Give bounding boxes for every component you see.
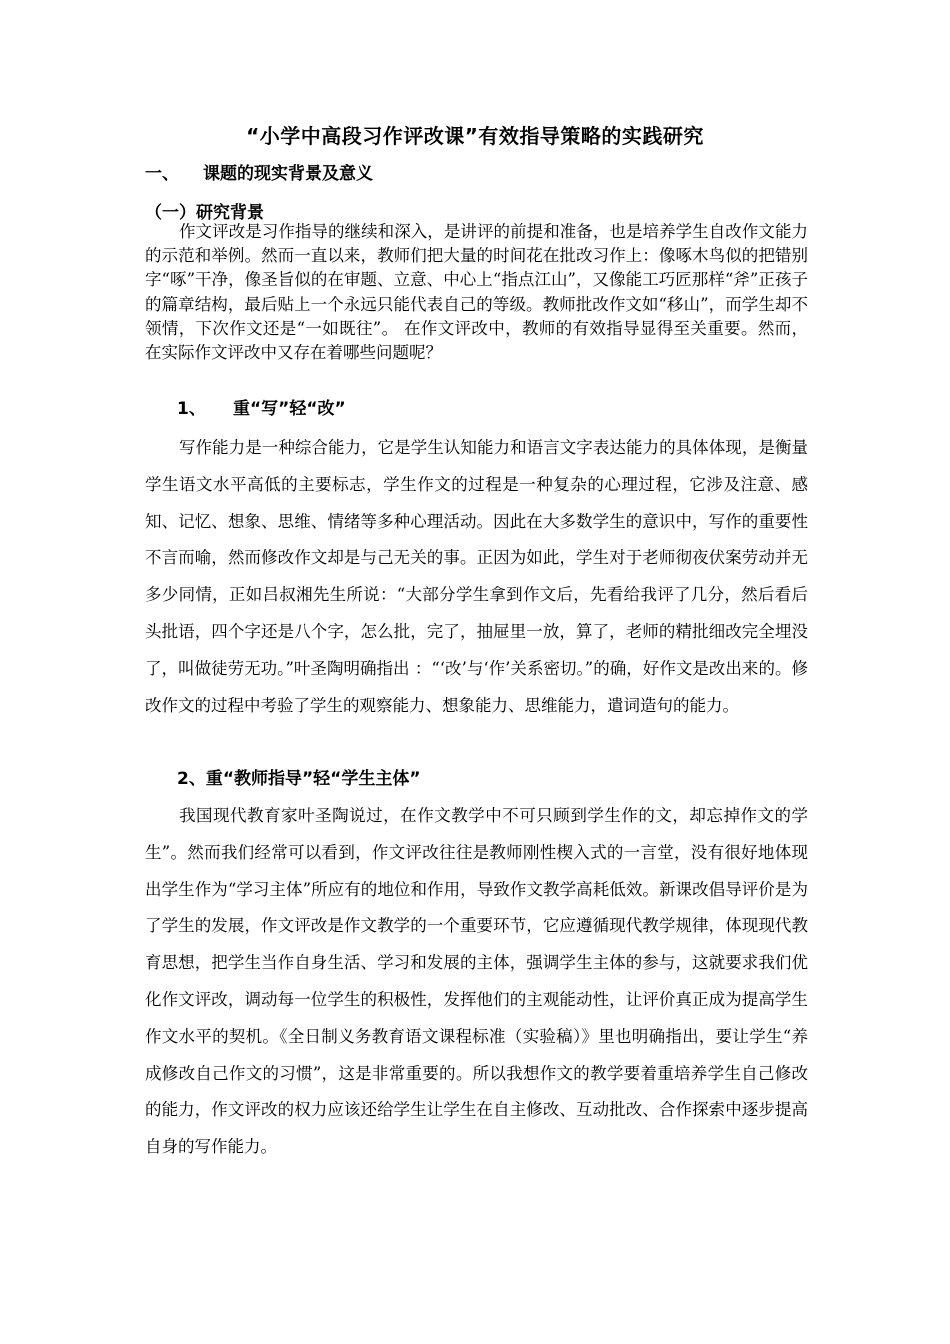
section-label: 课题的现实背景及意义 (203, 164, 373, 184)
document-title: “小学中高段习作评改课”有效指导策略的实践研究 (246, 124, 704, 148)
section-heading (145, 161, 373, 187)
intro-paragraph: 作文评改是习作指导的继续和深入，是讲评的前提和准备，也是培养学生自改作文能力的示范和举例。然而一直以来，教师们把大量的时间花在批改习作上：像啄木鸟似的把错别字“啄”干净，像圣旨似的在审题、立意、中心上“指点江山”，又像能工巧匠那样“斧”正孩子的篇章结构，最后贴上一个永远只能代表自己的等级。教师批改作文如“移山”，而学生却不领情，下次作文还是“一如既往”。 在作文评改中，教师的有效指导显得至关重要。然而，在实际作文评改中又存在着哪些问题呢？ (145, 222, 808, 363)
subsection-heading: （一）研究背景 (145, 203, 264, 223)
point-heading-1 (177, 396, 346, 422)
problem-paragraph-2: 我国现代教育家叶圣陶说过，在作文教学中不可只顾到学生作的文，却忘掉作文的学生”。然而我们经常可以看到，作文评改往往是教师刚性楔入式的一言堂，没有很好地体现出学生作为“学习主体”所应有的地位和作用，导致作文教学高耗低效。新课改倡导评价是为了学生的发展，作文评改是作文教学的一个重要环节，它应遵循现代教学规律，体现现代教育思想，把学生当作自身生活、学习和发展的主体，强调学生主体的参与，这就要求我们优化作文评改，调动每一位学生的积极性，发挥他们的主观能动性，让评价真正成为提高学生作文水平的契机。《全日制义务教育语文课程标准（实验稿）》里也明确指出，要让学生“养成修改自己作文的习惯”，这是非常重要的。所以我想作文的教学要着重培养学生自己修改的能力，作文评改的权力应该还给学生让学生在自主修改、互动批改、合作探索中逐步提高自身的写作能力。 (145, 806, 808, 1157)
problem-paragraph-1: 写作能力是一种综合能力，它是学生认知能力和语言文字表达能力的具体体现，是衡量学生语文水平高低的主要标志，学生作文的过程是一种复杂的心理过程，它涉及注意、感知、记忆、想象、思维、情绪等多种心理活动。因此在大多数学生的意识中，写作的重要性不言而喻，然而修改作文却是与己无关的事。正因为如此，学生对于老师彻夜伏案劳动并无多少同情，正如吕叔湘先生所说：“大部分学生拿到作文后，先看给我评了几分，然后看后头批语，四个字还是八个字，怎么批，完了，抽屉里一放，算了，老师的精批细改完全埋没了，叫做徒劳无功。”叶圣陶明确指出 ：“‘改’与‘作’关系密切。”的确，好作文是改出来的。修改作文的过程中考验了学生的观察能力、想象能力、思维能力，遣词造句的能力。 (145, 438, 808, 715)
point-label: 重“写”轻“改” (233, 399, 346, 419)
section-number: 一、 (145, 164, 179, 184)
point-heading-2: 2、重“教师指导”轻“学生主体” (177, 769, 421, 789)
point-number: 1、 (177, 399, 206, 419)
